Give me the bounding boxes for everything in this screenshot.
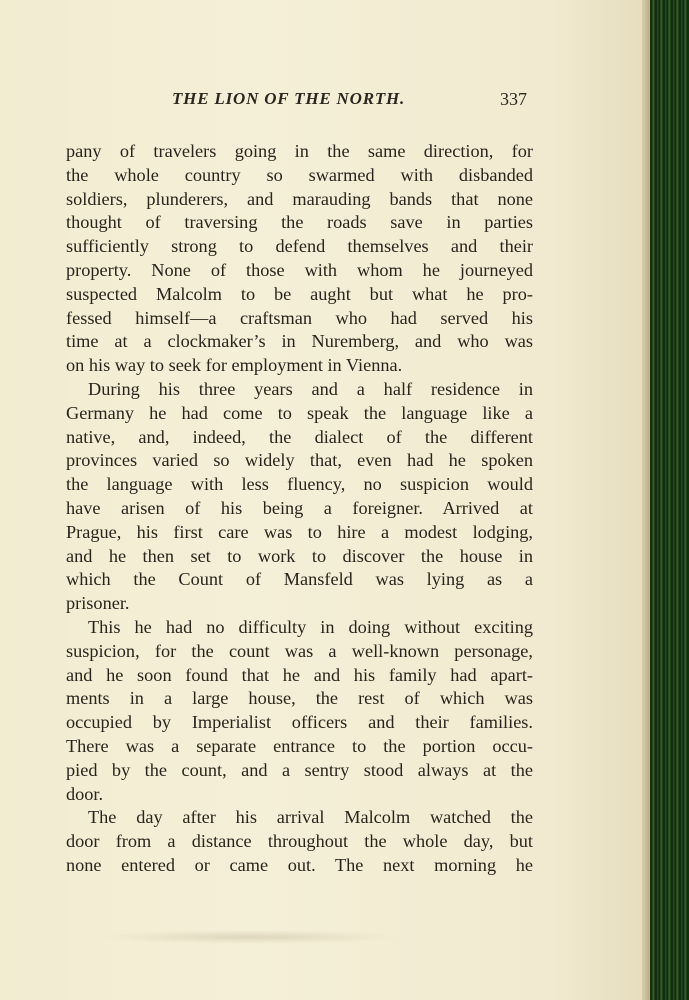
running-title: THE LION OF THE NORTH.	[172, 89, 406, 108]
page-number: 337	[500, 89, 527, 109]
text-line: The day after his arrival Malcolm watched the	[88, 807, 533, 828]
paper-smudge	[100, 930, 400, 944]
text-line: provinces varied so widely that, even had he spoken	[66, 450, 533, 471]
text-line: pany of travelers going in the same direction, for	[66, 141, 533, 161]
body-text	[66, 140, 533, 878]
text-line: property. None of those with whom he journeyed	[66, 259, 533, 280]
page-edge	[642, 0, 650, 1000]
text-line: During his three years and a half residence in	[88, 378, 533, 399]
text-line: time at a clockmaker’s in Nuremberg, and who was	[66, 331, 533, 352]
text-line: prisoner.	[66, 593, 130, 614]
text-line: native, and, indeed, the dialect of the different	[66, 426, 533, 447]
text-line: occupied by Imperialist officers and their families.	[66, 712, 533, 733]
text-line: Germany he had come to speak the language like a	[66, 402, 533, 423]
text-line: fessed himself—a craftsman who had served his	[66, 307, 533, 328]
text-line: There was a separate entrance to the portion occu-	[66, 735, 533, 756]
text-line: and he soon found that he and his family had apart-	[66, 664, 533, 685]
text-line: and he then set to work to discover the house in	[66, 545, 533, 566]
text-line: suspected Malcolm to be aught but what he pro-	[66, 283, 533, 304]
text-line: none entered or came out. The next morning he	[66, 854, 533, 875]
text-line: pied by the count, and a sentry stood always at the	[66, 759, 533, 780]
text-line: Prague, his first care was to hire a modest lodging,	[66, 521, 533, 542]
text-line: door from a distance throughout the whole day, but	[66, 831, 533, 852]
text-line: ments in a large house, the rest of which was	[66, 688, 533, 709]
text-line: have arisen of his being a foreigner. Arrived at	[66, 497, 533, 518]
text-line: the language with less fluency, no suspicion would	[66, 474, 533, 495]
text-line: the whole country so swarmed with disbanded	[66, 164, 533, 185]
text-line: sufficiently strong to defend themselves and their	[66, 236, 533, 257]
text-line: which the Count of Mansfeld was lying as a	[66, 569, 533, 590]
text-line: soldiers, plunderers, and marauding bands that none	[66, 188, 533, 209]
text-line: thought of traversing the roads save in parties	[66, 212, 533, 233]
text-line: This he had no difficulty in doing without exciting	[88, 616, 533, 637]
text-line: on his way to seek for employment in Vienna.	[66, 355, 403, 376]
text-line: suspicion, for the count was a well-known personage,	[66, 640, 533, 661]
running-head	[0, 89, 648, 115]
text-line: door.	[66, 783, 104, 804]
book-binding	[650, 0, 689, 1000]
